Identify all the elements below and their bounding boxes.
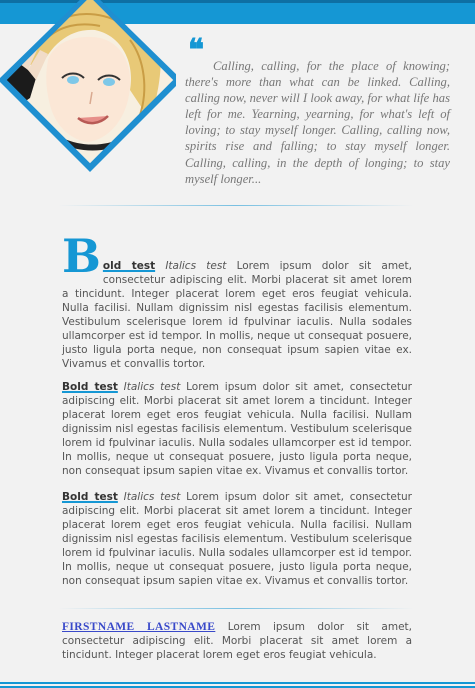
avatar xyxy=(0,0,176,176)
dropcap: B xyxy=(62,229,101,283)
paragraph-body: Lorem ipsum dolor sit amet, consectetur adipiscing elit. Morbi placerat sit amet lorem a tincidunt. Integer placerat lorem eget eros feugiat vehicula. Nulla facilisi. Nullam dignissim nisl egestas facilisis elementum. Vestibulum scelerisque lorem id fpulvinar iaculis. Nulla sodales ullamcorper est id tempor. In mollis, neque ut consequat posuere, justo ligula porta neque, non consequat ipsum sapien vitae ex. Vivamus et convallis tortor. xyxy=(62,260,412,370)
avatar-portrait-image xyxy=(0,0,176,176)
paragraph-body: Lorem ipsum dolor sit amet, consectetur adipiscing elit. Morbi placerat sit amet lorem a tincidunt. Integer placerat lorem eget eros feugiat vehicula. Nulla facilisi. Nullam dignissim nisl egestas facilisis elementum. Vestibulum scelerisque lorem id fpulvinar iaculis. Nulla sodales ullamcorper est id tempor. In mollis, neque ut consequat posuere, justo ligula porta neque, non consequat ipsum sapien vitae ex. Vivamus et convallis tortor. xyxy=(62,381,412,477)
signature xyxy=(62,620,412,662)
bold-text: old test xyxy=(102,260,156,272)
bold-text: Bold test xyxy=(62,491,118,503)
divider xyxy=(58,608,414,609)
italic-text: Italics test xyxy=(123,381,181,393)
footer-line xyxy=(0,682,475,684)
quote-icon: ❝ xyxy=(188,33,205,68)
bold-text: Bold test xyxy=(62,381,118,393)
author-name-link[interactable]: FIRSTNAME LASTNAME xyxy=(62,621,216,633)
signature-text: Lorem ipsum dolor sit amet, consectetur adipiscing elit. Morbi placerat sit amet lorem a tincidunt. Integer placerat lorem eget eros feugiat vehicula. xyxy=(62,621,412,661)
italic-text: Italics test xyxy=(123,491,181,503)
paragraph-body: Lorem ipsum dolor sit amet, consectetur adipiscing elit. Morbi placerat sit amet lorem a tincidunt. Integer placerat lorem eget eros feugiat vehicula. Nulla facilisi. Nullam dignissim nisl egestas facilisis elementum. Vestibulum scelerisque lorem id fpulvinar iaculis. Nulla sodales ullamcorper est id tempor. In mollis, neque ut consequat posuere, justo ligula porta neque, non consequat ipsum sapien vitae ex. Vivamus et convallis tortor. xyxy=(62,491,412,587)
paragraph-1 xyxy=(62,231,412,371)
quote-text: Calling, calling, for the place of knowing; there's more than what can be linked. Calling, calling now, never will I look away, for what life has left for me. Yearning, yearning, for what's left of loving; to stay myself longer. Calling, calling now, spirits rise and falling; to stay myself longer. Calling, calling, in the depth of longing; to stay myself longer... xyxy=(185,59,450,186)
paragraph-3 xyxy=(62,490,412,588)
paragraph-2 xyxy=(62,380,412,478)
italic-text: Italics test xyxy=(165,260,227,272)
divider xyxy=(58,205,414,206)
